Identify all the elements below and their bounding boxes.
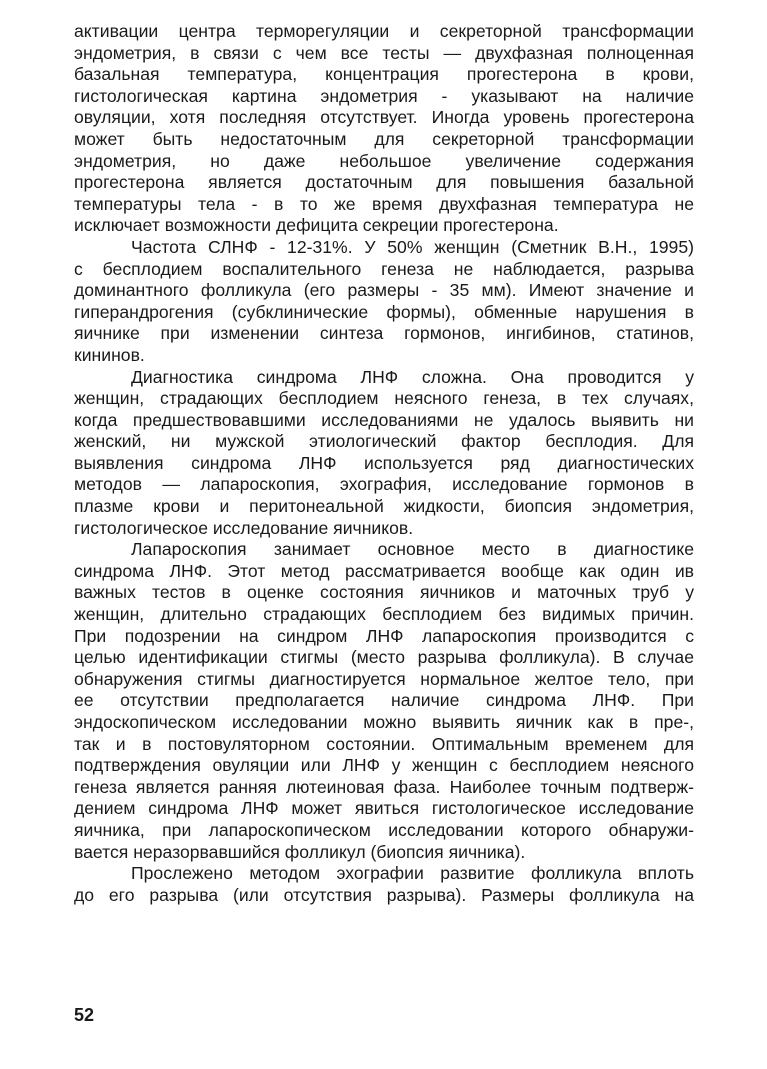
text-line: эндоскопическом исследовании можно выявить яичник как в пре-, (74, 712, 694, 732)
text-line: генеза является ранняя лютеиновая фаза. Наиболее точным подтверж- (74, 776, 694, 797)
text-line: вается неразорвавшийся фолликул (биопсия яичника). (74, 841, 526, 862)
text-line: может быть недостаточным для секреторной трансформации (74, 128, 694, 149)
text-line: гистологическое исследование яичников. (74, 517, 414, 538)
text-line: так и в постовуляторном состоянии. Оптимальным временем для (74, 733, 694, 754)
text-line: доминантного фолликула (его размеры - 35 мм). Имеют значение и (74, 280, 694, 301)
text-line: синдрома ЛНФ. Этот метод рассматривается вообще как один ив (74, 560, 694, 581)
text-line: обнаружения стигмы диагностируется нормальное желтое тело, при (74, 668, 694, 689)
text-line: прогестерона является достаточным для повышения базальной (74, 172, 694, 193)
text-line: методов — лапароскопия, эхография, исследование гормонов в (74, 474, 694, 495)
text-line: до его разрыва (или отсутствия разрыва). Размеры фолликула на (74, 884, 694, 905)
text-line: женщин, длительно страдающих бесплодием без видимых причин. (74, 604, 694, 625)
text-line: важных тестов в оценке состояния яичников и маточных труб у (74, 582, 694, 603)
text-line: плазме крови и перитонеальной жидкости, биопсия эндометрия, (74, 496, 694, 517)
text-line: Лапароскопия занимает основное место в диагностике (131, 539, 694, 560)
text-line: дением синдрома ЛНФ может явиться гистологическое исследование (74, 798, 694, 819)
text-line: Частота СЛНФ - 12-31%. У 50% женщин (Сметник В.Н., 1995) (131, 236, 694, 257)
text-line: выявления синдрома ЛНФ используется ряд диагностических (74, 452, 694, 473)
text-line: с бесплодием воспалительного генеза не наблюдается, разрыва (74, 258, 694, 279)
text-line: ее отсутствии предполагается наличие синдрома ЛНФ. При (74, 690, 694, 711)
text-line: эндометрия, в связи с чем все тесты — двухфазная полноценная (74, 42, 694, 63)
text-line: яичника, при лапароскопическом исследовании которого обнаружи- (74, 819, 694, 840)
text-line: гиперандрогения (субклинические формы), обменные нарушения в (74, 301, 694, 322)
text-line: исключает возможности дефицита секреции прогестерона. (74, 215, 559, 236)
text-line: активации центра терморегуляции и секреторной трансформации (74, 21, 694, 41)
body-text (74, 21, 694, 906)
text-line: женский, ни мужской этиологический фактор бесплодия. Для (74, 431, 694, 452)
text-line: эндометрия, но даже небольшое увеличение содержания (74, 150, 694, 171)
text-line: гистологическая картина эндометрия - указывают на наличие (74, 85, 694, 106)
text-line: температуры тела - в то же время двухфазная температура не (74, 193, 694, 214)
text-line: женщин, страдающих бесплодием неясного генеза, в тех случаях, (74, 388, 694, 409)
text-line: Прослежено методом эхографии развитие фолликула вплоть (131, 863, 694, 884)
text-line: яичнике при изменении синтеза гормонов, ингибинов, статинов, (74, 323, 694, 344)
text-line: подтверждения овуляции или ЛНФ у женщин с бесплодием неясного (74, 755, 694, 776)
page-number: 52 (74, 1005, 95, 1025)
text-line: базальная температура, концентрация прогестерона в крови, (74, 64, 694, 85)
text-line: кининов. (74, 344, 145, 365)
text-line: когда предшествовавшими исследованиями не удалось выявить ни (74, 409, 694, 430)
text-line: Диагностика синдрома ЛНФ сложна. Она проводится у (131, 366, 694, 387)
text-line: овуляции, хотя последняя отсутствует. Иногда уровень прогестерона (74, 107, 694, 128)
text-line: целью идентификации стигмы (место разрыва фолликула). В случае (74, 647, 694, 668)
text-line: При подозрении на синдром ЛНФ лапароскопия производится с (74, 625, 694, 646)
